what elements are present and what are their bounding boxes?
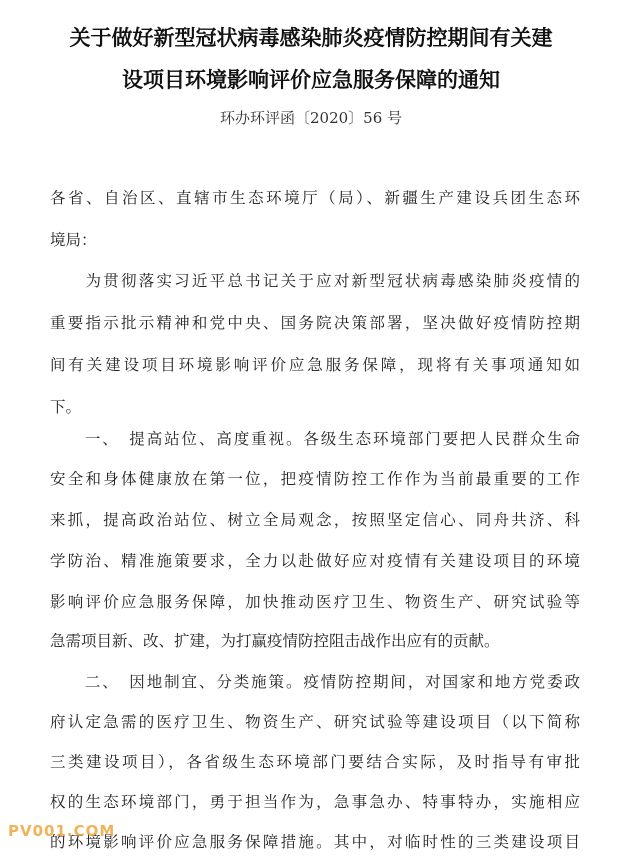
addressee-line: 各省、自治区、直辖市生态环境厅（局）、新疆生产建设兵团生态环 [50,189,580,207]
section-2-line: 权的生态环境部门，勇于担当作为，急事急办、特事特办，实施相应 [50,793,580,811]
section-1-line: 影响评价应急服务保障，加快推动医疗卫生、物资生产、研究试验等 [50,593,580,611]
section-2-line: 三类建设项目），各省级生态环境部门要结合实际，及时指导有审批 [50,753,580,771]
document-number: 环办环评函〔2020〕56 号 [219,109,403,127]
document-title-line-1: 关于做好新型冠状病毒感染肺炎疫情防控期间有关建 [69,26,553,50]
intro-paragraph-line: 下。 [50,398,82,416]
section-1-line: 一、 提高站位、高度重视。各级生态环境部门要把人民群众生命 [50,430,580,448]
document-title-line-2: 设项目环境影响评价应急服务保障的通知 [122,68,500,92]
section-2-line: 的环境影响评价应急服务保障措施。其中，对临时性的三类建设项目 [50,833,580,851]
section-2-line: 府认定急需的医疗卫生、物资生产、研究试验等建设项目（以下简称 [50,713,580,731]
intro-paragraph-line: 间有关建设项目环境影响评价应急服务保障，现将有关事项通知如 [50,356,580,374]
addressee-line: 境局： [50,231,97,249]
intro-paragraph-line: 重要指示批示精神和党中央、国务院决策部署，坚决做好疫情防控期 [50,314,580,332]
section-1-line: 来抓，提高政治站位、树立全局观念，按照坚定信心、同舟共济、科 [50,511,580,529]
section-1-line: 学防治、精准施策要求，全力以赴做好应对疫情有关建设项目的环境 [50,552,580,570]
intro-paragraph-line: 为贯彻落实习近平总书记关于应对新型冠状病毒感染肺炎疫情的 [50,272,580,290]
section-1-line: 急需项目新、改、扩建，为打赢疫情防控阻击战作出应有的贡献。 [50,632,500,650]
section-2-line: 二、 因地制宜、分类施策。疫情防控期间，对国家和地方党委政 [50,673,580,691]
site-watermark: PV001.COM [8,822,116,840]
section-1-line: 安全和身体健康放在第一位，把疫情防控工作作为当前最重要的工作 [50,470,580,488]
